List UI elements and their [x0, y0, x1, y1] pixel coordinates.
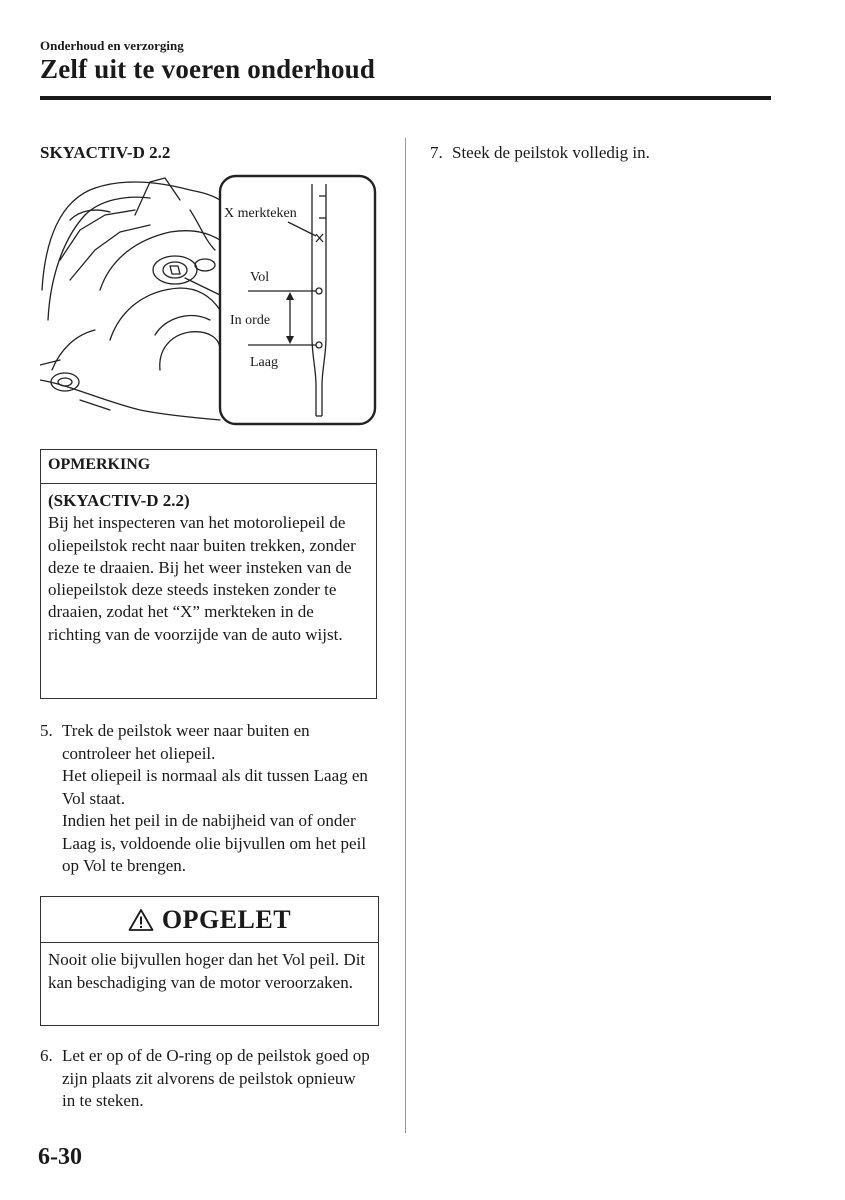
- note-box: [40, 449, 377, 699]
- caution-title: OPGELET: [161, 904, 292, 934]
- step-text: Steek de peilstok volledig in.: [452, 143, 650, 162]
- step-7: [430, 142, 770, 165]
- note-body: [41, 484, 376, 652]
- caution-text: Nooit olie bijvullen hoger dan het Vol peil. Dit kan beschadiging van de motor veroorzaken.: [48, 950, 366, 992]
- note-heading: OPMERKING: [41, 450, 376, 484]
- caution-box: [40, 896, 379, 1026]
- figure-heading: SKYACTIV-D 2.2: [40, 143, 171, 162]
- label-x-mark: X merkteken: [224, 206, 297, 221]
- step-text: Indien het peil in de nabijheid van of onder Laag is, voldoende olie bijvullen om het peil op Vol te brengen.: [62, 811, 367, 875]
- step-6: [40, 1045, 370, 1113]
- step-text: Het oliepeil is normaal als dit tussen Laag en Vol staat.: [62, 766, 368, 808]
- page-title: Zelf uit te voeren onderhoud: [40, 54, 376, 84]
- header-divider: [40, 96, 771, 100]
- page-number: 6-30: [38, 1144, 82, 1170]
- label-low: Laag: [250, 355, 278, 370]
- column-divider: [405, 138, 406, 1133]
- step-number: 5.: [40, 721, 53, 740]
- step-text: Trek de peilstok weer naar buiten en controleer het oliepeil.: [62, 721, 310, 763]
- dipstick-figure: [40, 170, 380, 430]
- step-text: Let er op of de O-ring op de peilstok goed op zijn plaats zit alvorens de peilstok opnieuw in te steken.: [62, 1046, 370, 1110]
- step-number: 6.: [40, 1046, 53, 1065]
- section-label: Onderhoud en verzorging: [40, 38, 184, 53]
- label-full: Vol: [250, 270, 270, 285]
- note-text: Bij het inspecteren van het motoroliepeil de oliepeilstok recht naar buiten trekken, zonder deze te draaien. Bij het weer insteken van de oliepeilstok deze steeds insteken zonder te draaien, zodat het “X” merkteken in de richting van de voorzijde van de auto wijst.: [48, 513, 356, 644]
- note-subheading: (SKYACTIV-D 2.2): [48, 491, 190, 510]
- step-5: [40, 720, 380, 878]
- step-number: 7.: [430, 143, 443, 162]
- label-in-order: In orde: [230, 313, 271, 328]
- engine-illustration: [40, 178, 220, 420]
- warning-triangle-icon: [128, 908, 154, 932]
- caution-heading: [41, 897, 378, 943]
